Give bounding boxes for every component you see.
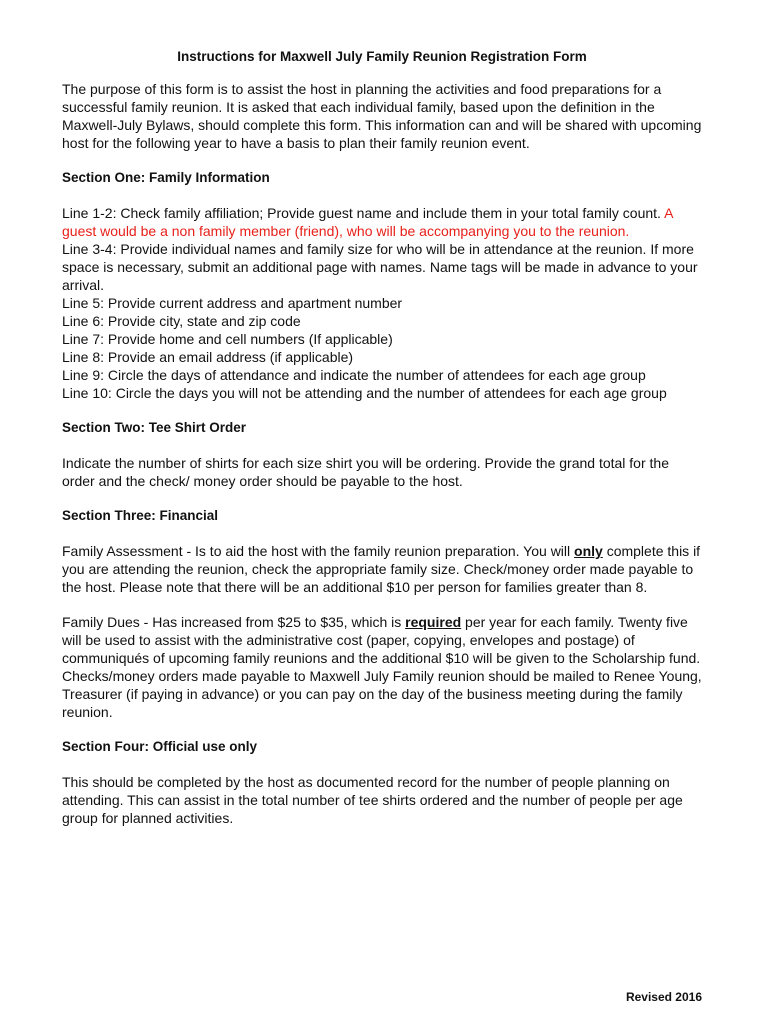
line-3-4-instruction: Line 3-4: Provide individual names and family size for who will be in attendance at the reunion. If more space is necessary, submit an additional page with names. Name tags will be made in advance to your arrival. <box>62 241 698 293</box>
guest-definition-note: A guest would be a non family member (friend), who will be accompanying you to the reunion. <box>62 205 673 239</box>
dues-emphasis-required: required <box>405 614 462 630</box>
family-dues-paragraph <box>62 613 702 721</box>
assessment-text-a: Family Assessment - Is to aid the host with the family reunion preparation. You will <box>62 543 575 559</box>
document-title: Instructions for Maxwell July Family Reunion Registration Form <box>177 49 587 64</box>
line-1-2-instruction <box>62 204 702 240</box>
line-1-2-text: Line 1-2: Check family affiliation; Provide guest name and include them in your total family count. <box>62 205 665 221</box>
line-9-instruction: Line 9: Circle the days of attendance and indicate the number of attendees for each age group <box>62 367 646 383</box>
line-6-instruction: Line 6: Provide city, state and zip code <box>62 313 301 329</box>
section-four-body: This should be completed by the host as documented record for the number of people planning on attending. This can assist in the total number of tee shirts ordered and the number of people per age group for planned activities. <box>62 774 683 826</box>
assessment-emphasis-only: only <box>574 543 603 559</box>
dues-text-a: Family Dues - Has increased from $25 to $35, which is <box>62 614 406 630</box>
line-8-instruction: Line 8: Provide an email address (if applicable) <box>62 349 354 365</box>
line-10-instruction: Line 10: Circle the days you will not be attending and the number of attendees for each age group <box>62 385 667 401</box>
line-5-instruction: Line 5: Provide current address and apartment number <box>62 295 403 311</box>
section-two-heading: Section Two: Tee Shirt Order <box>62 420 247 435</box>
section-one-lines <box>62 204 702 402</box>
intro-paragraph: The purpose of this form is to assist the host in planning the activities and food preparations for a successful family reunion. It is asked that each individual family, based upon the definition in the Maxwell-July Bylaws, should complete this form. This information can and will be shared with upcoming host for the following year to have a basis to plan their family reunion event. <box>62 81 702 151</box>
family-assessment-paragraph <box>62 542 702 596</box>
section-four-heading: Section Four: Official use only <box>62 739 258 754</box>
section-three-heading: Section Three: Financial <box>62 508 219 523</box>
document-page <box>62 48 702 844</box>
line-7-instruction: Line 7: Provide home and cell numbers (If applicable) <box>62 331 393 347</box>
assessment-text-b: complete this if you are attending the reunion, check the appropriate family size. Check/money order made payable to the host. Please note that there will be an additional $10 per person for families greater than 8. <box>62 543 701 595</box>
dues-text-b: per year for each family. Twenty five will be used to assist with the administrative cost (paper, copying, envelopes and postage) of communiqués of upcoming family reunions and the additional $10 will be given to the Scholarship fund. Checks/money orders made payable to Maxwell July Family reunion should be mailed to Renee Young, Treasurer (if paying in advance) or you can pay on the day of the business meeting during the family reunion. <box>62 614 702 720</box>
section-two-body: Indicate the number of shirts for each size shirt you will be ordering. Provide the grand total for the order and the check/ money order should be payable to the host. <box>62 455 669 489</box>
revision-note: Revised 2016 <box>625 990 702 1004</box>
section-one-heading: Section One: Family Information <box>62 170 270 185</box>
